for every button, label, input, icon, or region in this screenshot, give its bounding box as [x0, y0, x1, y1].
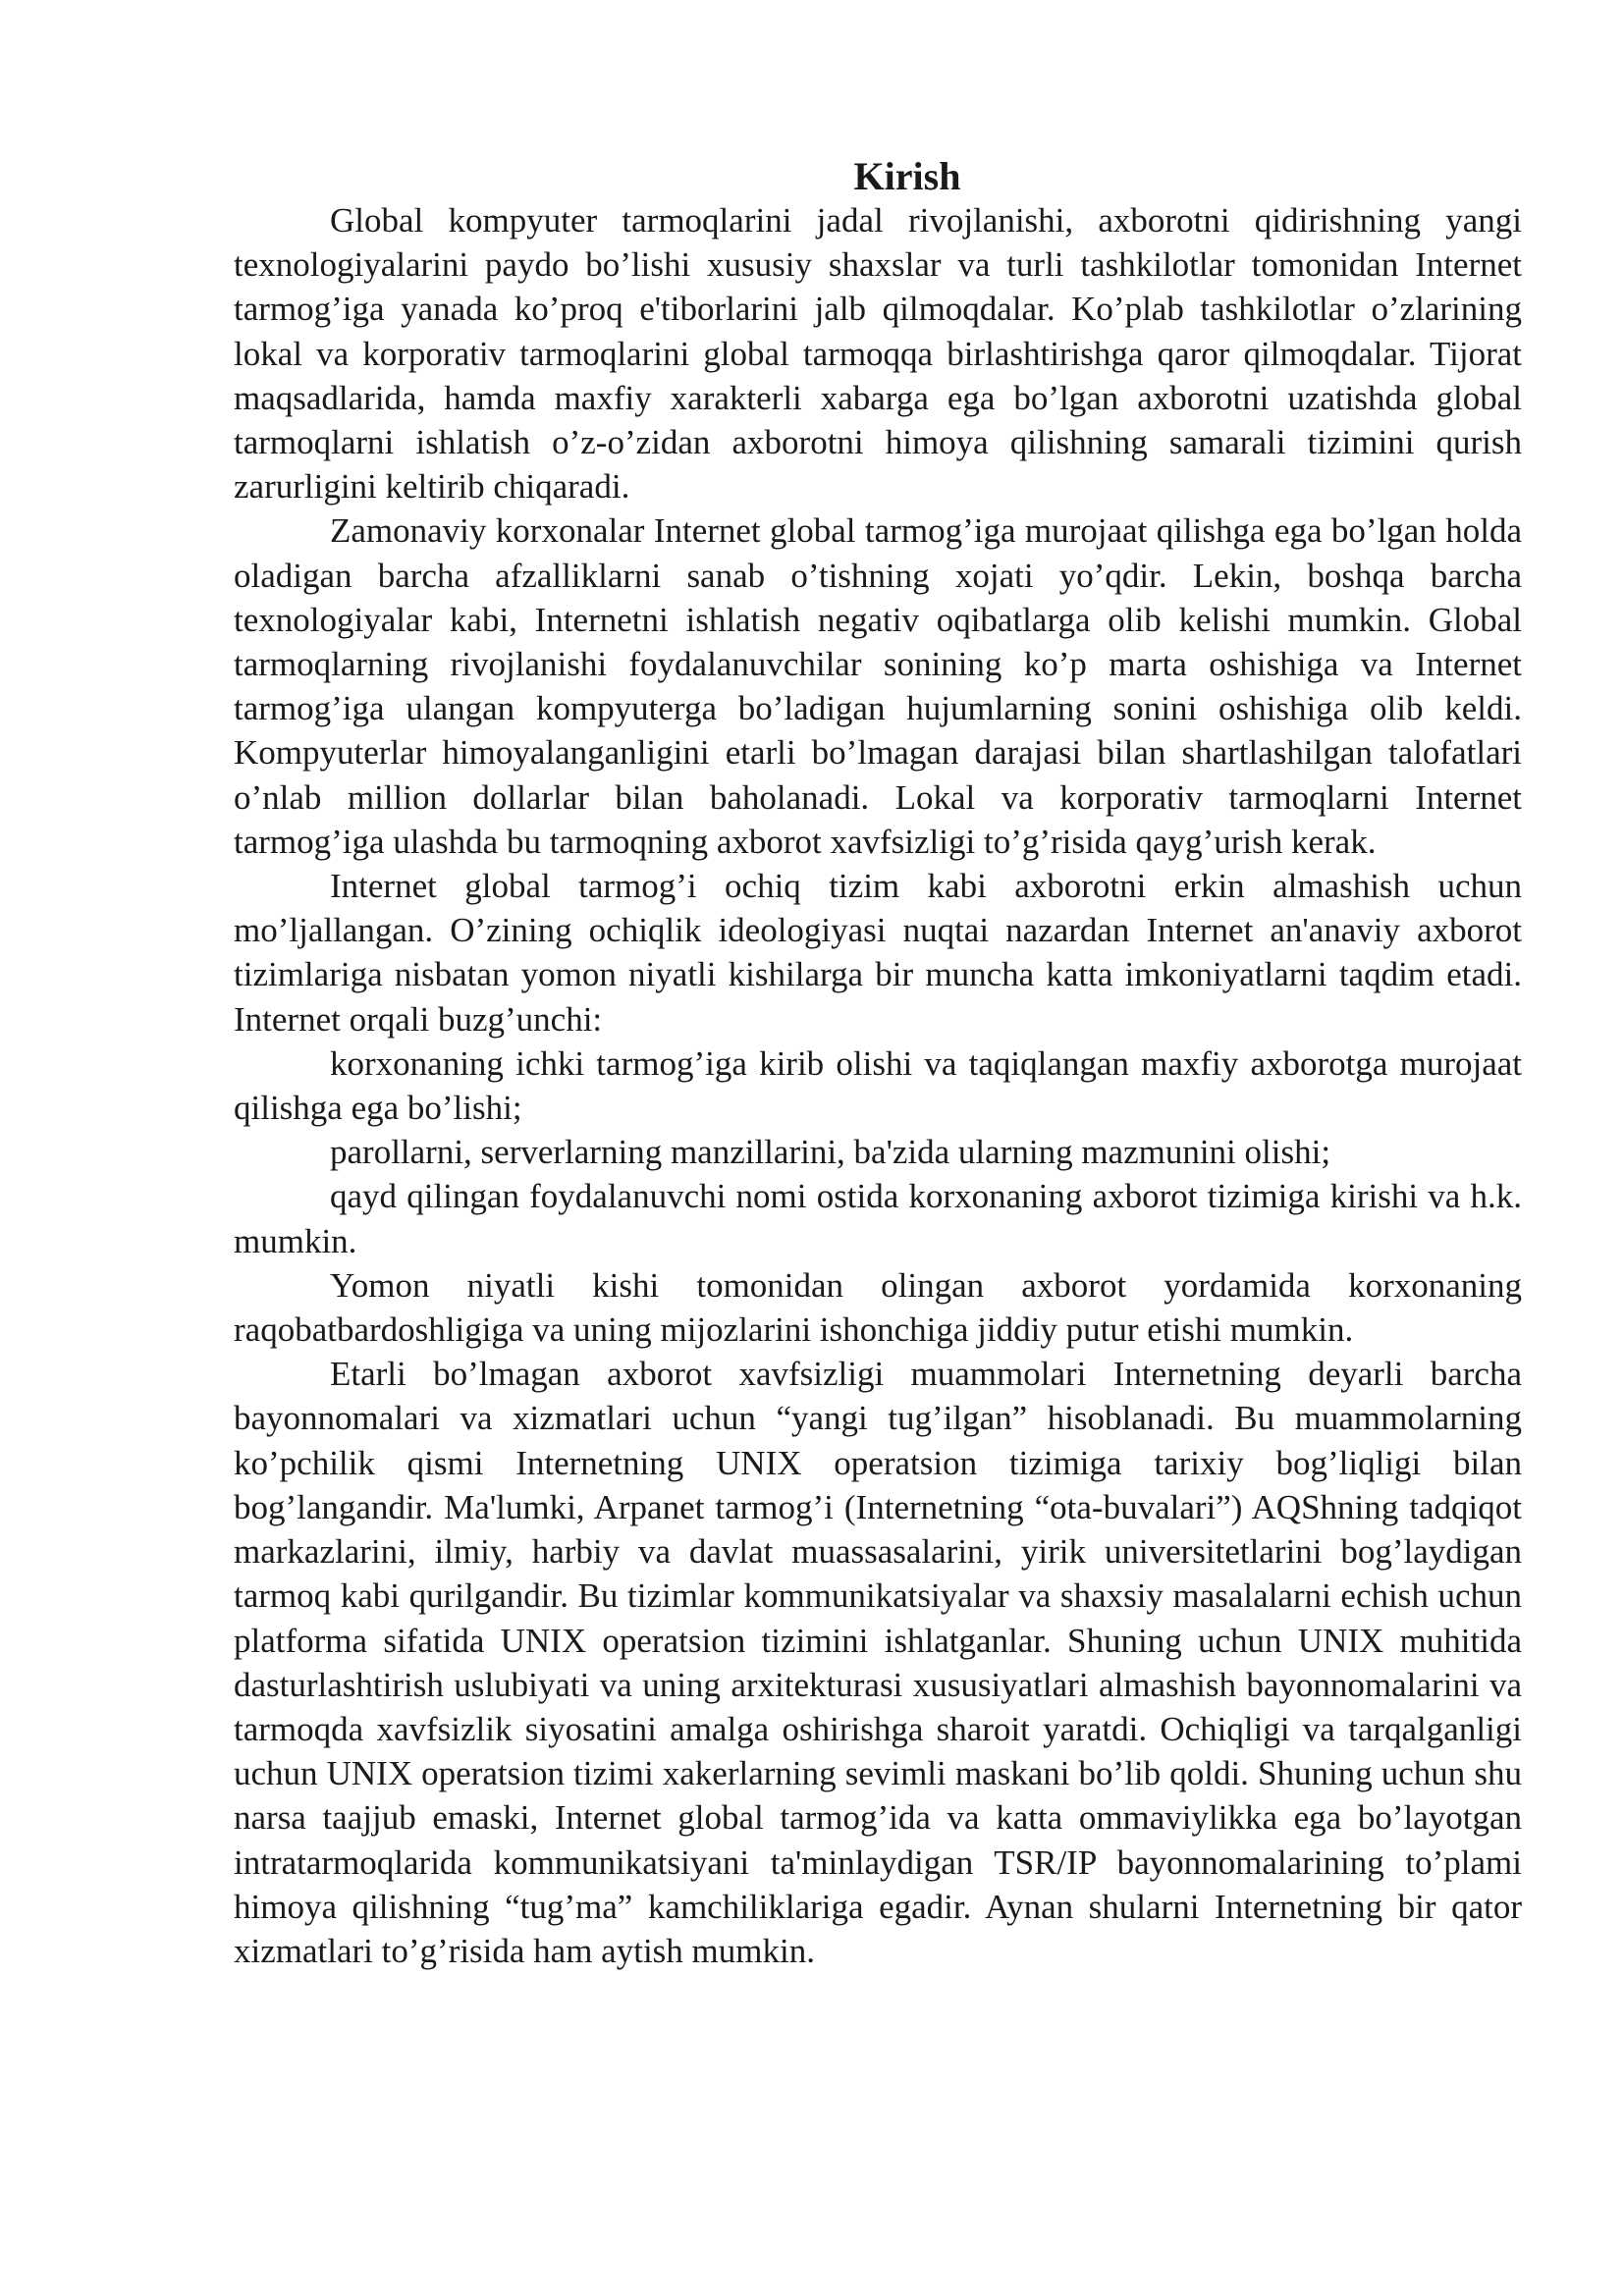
list-item-2: parollarni, serverlarning manzillarini, ba'zida ularning mazmunini olishi; — [330, 1133, 1331, 1172]
list-item-3: qayd qilingan foydalanuvchi nomi ostida korxonaning axborot tizimiga kirishi va h.k. mumkin. — [234, 1177, 1522, 1260]
document-page — [234, 147, 1522, 1973]
paragraph-5: Etarli bo’lmagan axborot xavfsizligi muammolari Internetning deyarli barcha bayonnomalari va xizmatlari uchun “yangi tug’ilgan” hisoblanadi. Bu muammolarning ko’pchilik qismi Internetning UNIX operatsion tizimiga tarixiy bog’liqligi bilan bog’langandir. Ma'lumki, Arpanet tarmog’i (Internetning “ota-buvalari”) AQShning tadqiqot markazlarini, ilmiy, harbiy va davlat muassasalarini, yirik universitetlarini bog’laydigan tarmoq kabi qurilgandir. Bu tizimlar kommunikatsiyalar va shaxsiy masalalarni echish uchun platforma sifatida UNIX operatsion tizimini ishlatganlar. Shuning uchun UNIX muhitida dasturlashtirish uslubiyati va uning arxitekturasi xususiyatlari almashish bayonnomalarini va tarmoqda xavfsizlik siyosatini amalga oshirishga sharoit yaratdi. Ochiqligi va tarqalganligi uchun UNIX operatsion tizimi xakerlarning sevimli maskani bo’lib qoldi. Shuning uchun shu narsa taajjub emaski, Internet global tarmog’ida va katta ommaviylikka ega bo’layotgan intratarmoqlarida kommunikatsiyani ta'minlaydigan TSR/IP bayonnomalarining to’plami himoya qilishning “tug’ma” kamchiliklariga egadir. Aynan shularni Internetning bir qator xizmatlari to’g’risida ham aytish mumkin. — [234, 1355, 1522, 1970]
paragraph-4: Yomon niyatli kishi tomonidan olingan axborot yordamida korxonaning raqobatbardoshligiga va uning mijozlarini ishonchiga jiddiy putur etishi mumkin. — [234, 1265, 1522, 1350]
paragraph-1: Global kompyuter tarmoqlarini jadal rivojlanishi, axborotni qidirishning yangi texnologiyalarini paydo bo’lishi xususiy shaxslar va turli tashkilotlar tomonidan Internet tarmog’iga yanada ko’proq e'tiborlarini jalb qilmoqdalar. Ko’plab tashkilotlar o’zlarining lokal va korporativ tarmoqlarini global tarmoqqa birlashtirishga qaror qilmoqdalar. Tijorat maqsadlarida, hamda maxfiy xarakterli xabarga ega bo’lgan axborotni uzatishda global tarmoqlarni ishlatish o’z-o’zidan axborotni himoya qilishning samarali tizimini qurish zarurligini keltirib chiqaradi. — [234, 201, 1522, 507]
paragraph-3: Internet global tarmog’i ochiq tizim kabi axborotni erkin almashish uchun mo’ljallangan. O’zining ochiqlik ideologiyasi nuqtai nazardan Internet an'anaviy axborot tizimlariga nisbatan yomon niyatli kishilarga bir muncha katta imkoniyatlarni taqdim etadi. Internet orqali buzg’unchi: — [234, 867, 1522, 1039]
page-title: Kirish — [853, 154, 961, 198]
paragraph-2: Zamonaviy korxonalar Internet global tarmog’iga murojaat qilishga ega bo’lgan holda oladigan barcha afzalliklarni sanab o’tishning xojati yo’qdir. Lekin, boshqa barcha texnologiyalar kabi, Internetni ishlatish negativ oqibatlarga olib kelishi mumkin. Global tarmoqlarning rivojlanishi foydalanuvchilar sonining ko’p marta oshishiga va Internet tarmog’iga ulangan kompyuterga bo’ladigan hujumlarning sonini oshishiga olib keldi. Kompyuterlar himoyalanganligini etarli bo’lmagan darajasi bilan shartlashilgan talofatlari o’nlab million dollarlar bilan baholanadi. Lokal va korporativ tarmoqlarni Internet tarmog’iga ulashda bu tarmoqning axborot xavfsizligi to’g’risida qayg’urish kerak. — [234, 511, 1522, 861]
list-item-1: korxonaning ichki tarmog’iga kirib olishi va taqiqlangan maxfiy axborotga murojaat qilishga ega bo’lishi; — [234, 1043, 1522, 1128]
